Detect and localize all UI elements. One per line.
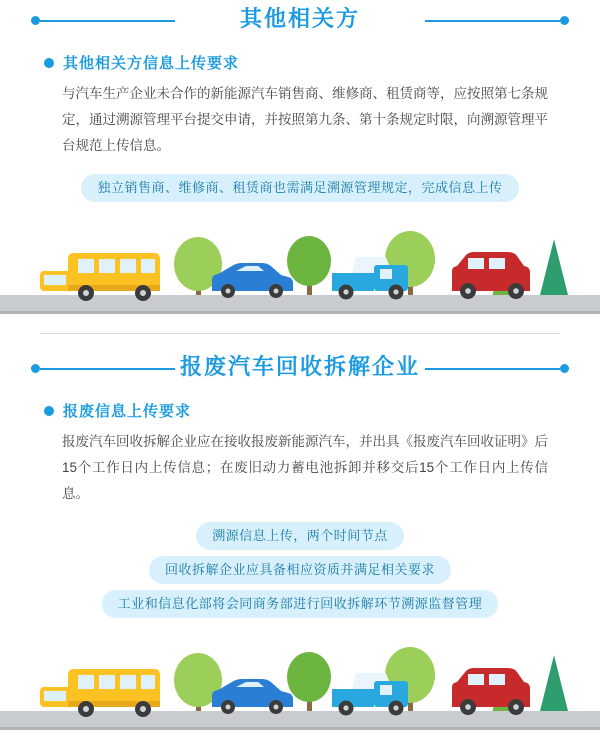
section-2-pills <box>0 519 600 621</box>
highlight-pill: 溯源信息上传，两个时间节点 <box>196 522 404 550</box>
header-rule-right <box>425 20 560 22</box>
header-dot-right <box>560 16 569 25</box>
section-2-paragraph: 报废汽车回收拆解企业应在接收报废新能源汽车，并出具《报废汽车回收证明》后15个工作日内上传信息；在废旧动力蓄电池拆卸并移交后15个工作日内上传信息。 <box>62 434 548 501</box>
header-dot-left <box>31 16 40 25</box>
section-2-subheading <box>44 400 600 421</box>
highlight-pill: 回收拆解企业应具备相应资质并满足相关要求 <box>149 556 451 584</box>
illustration-scene-1 <box>0 209 600 319</box>
header-dot-left-2 <box>31 364 40 373</box>
header-rule-left-2 <box>40 368 175 370</box>
header-rule-left <box>40 20 175 22</box>
highlight-pill: 工业和信息化部将会同商务部进行回收拆解环节溯源监督管理 <box>102 590 499 618</box>
vehicle-sedan <box>212 263 293 298</box>
section-2-title: 报废汽车回收拆解企业 <box>179 354 420 379</box>
vehicle-school-bus <box>40 253 160 301</box>
section-divider <box>40 333 560 334</box>
section-1-paragraph: 与汽车生产企业未合作的新能源汽车销售商、维修商、租赁商等，应按照第七条规定，通过溯源管理平台提交申请，并按照第九条、第十条规定时限，向溯源管理平台规范上传信息。 <box>62 86 548 153</box>
illustration-scene-2 <box>0 625 600 735</box>
vehicle-sedan <box>212 679 293 714</box>
section-2-subheading-text: 报废信息上传要求 <box>63 403 192 420</box>
header-rule-right-2 <box>425 368 560 370</box>
header-dot-right-2 <box>560 364 569 373</box>
section-1-title: 其他相关方 <box>239 6 360 31</box>
vehicle-suv <box>452 668 530 715</box>
highlight-pill: 独立销售商、维修商、租赁商也需满足溯源管理规定，完成信息上传 <box>81 174 518 202</box>
section-1-subheading <box>44 52 600 73</box>
section-2-header <box>0 348 600 386</box>
section-1-header <box>0 0 600 38</box>
vehicle-school-bus <box>40 669 160 717</box>
bullet-dot-icon <box>44 58 54 68</box>
vehicle-suv <box>452 252 530 299</box>
section-1-pills <box>0 171 600 205</box>
section-1-subheading-text: 其他相关方信息上传要求 <box>63 55 240 72</box>
bullet-dot-icon <box>44 406 54 416</box>
